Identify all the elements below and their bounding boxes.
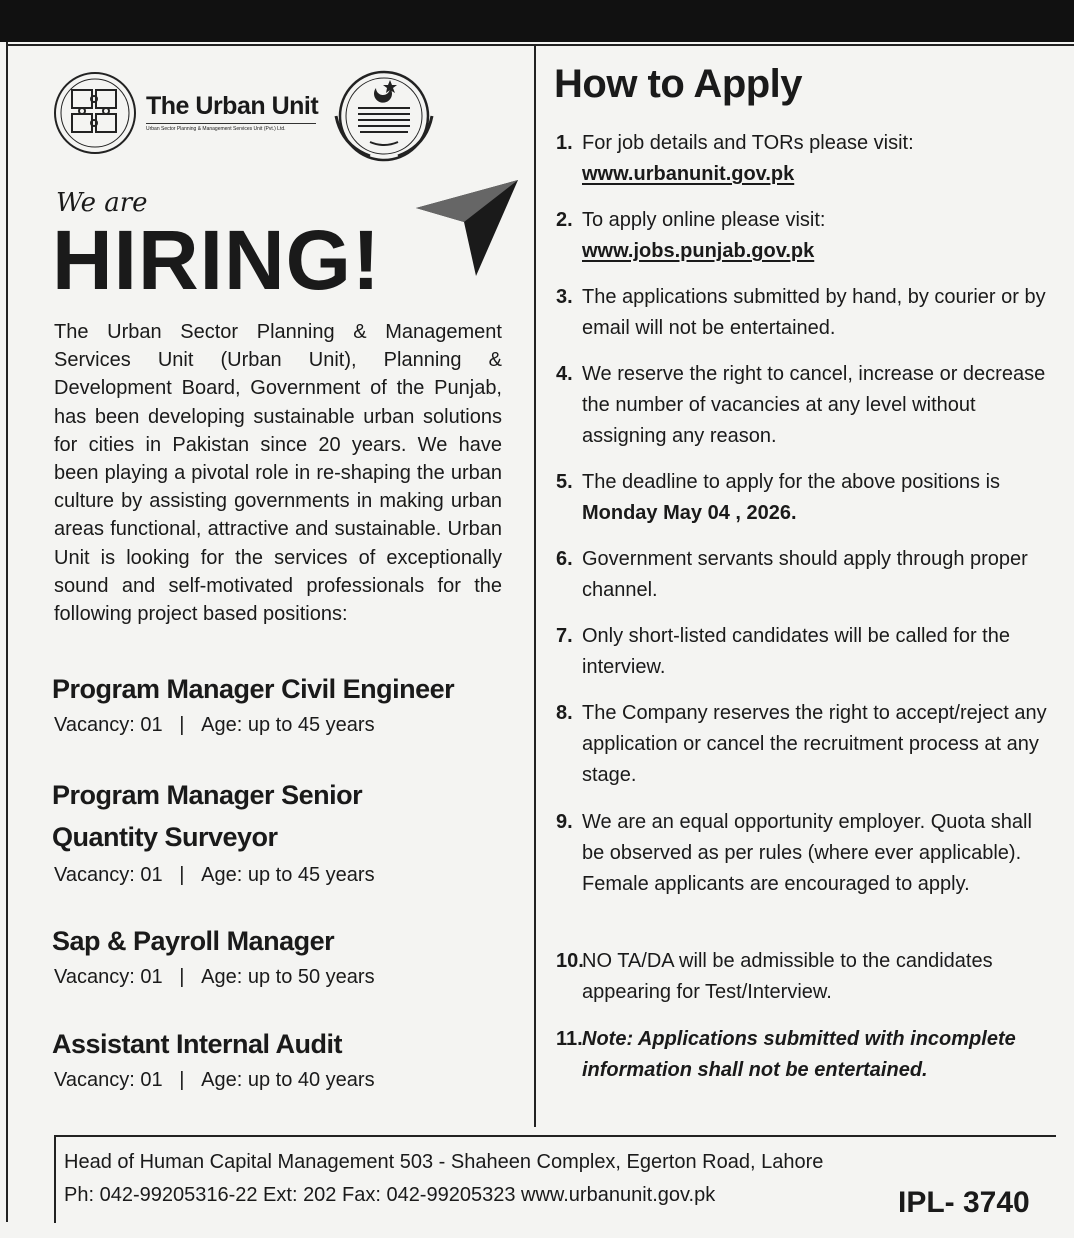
item-number: 11.	[556, 1028, 583, 1050]
age-text: Age: up to 45 years	[201, 864, 375, 886]
logo-row	[50, 66, 530, 166]
item-number: 6.	[556, 548, 573, 570]
ipl-reference: IPL- 3740	[898, 1186, 1030, 1219]
item-text: For job details and TORs please visit:	[582, 132, 914, 154]
item-text: We are an equal opportunity employer. Quota shall be observed as per rules (where ever applicable). Female applicants are encouraged to apply.	[582, 811, 1032, 895]
item-number: 5.	[556, 471, 573, 493]
top-border-rule	[6, 44, 1074, 46]
intro-paragraph: The Urban Sector Planning & Management Services Unit (Urban Unit), Planning & Development Board, Government of the Punjab, has been developing sustainable urban solutions for cities in Pakistan since 20 years. We have been playing a pivotal role in re-shaping the urban culture by assisting governments in making urban areas functional, attractive and sustainable. Urban Unit is looking for the services of exceptionally sound and self-motivated professionals for the following project based positions:	[54, 321, 502, 626]
vacancy-text: Vacancy: 01	[54, 1069, 163, 1091]
position-meta-1	[54, 714, 375, 737]
item-text: Note: Applications submitted with incomplete information shall not be entertained.	[582, 1028, 1016, 1081]
position-meta-4	[54, 1069, 375, 1092]
urbanunit-link[interactable]: www.urbanunit.gov.pk	[582, 163, 795, 185]
we-are-script: We are	[56, 188, 148, 218]
item-text: The applications submitted by hand, by courier or by email will not be entertained.	[582, 286, 1046, 339]
item-text: The deadline to apply for the above positions is	[582, 471, 1001, 493]
footer-address: Head of Human Capital Management 503 - Shaheen Complex, Egerton Road, Lahore	[64, 1151, 824, 1173]
jobs-punjab-link[interactable]: www.jobs.punjab.gov.pk	[582, 240, 815, 262]
age-text: Age: up to 40 years	[201, 1069, 375, 1091]
vacancy-text: Vacancy: 01	[54, 966, 163, 988]
org-name: The Urban Unit	[146, 92, 319, 120]
position-title-2-line2: Quantity Surveyor	[52, 822, 278, 852]
item-text: Only short-listed candidates will be called for the interview.	[582, 625, 1010, 678]
item-text: To apply online please visit:	[582, 209, 826, 231]
deadline-date: Monday May 04 , 2026.	[582, 502, 797, 524]
position-title-2: Program Manager Senior	[52, 780, 363, 810]
position-title-3: Sap & Payroll Manager	[52, 926, 335, 956]
position-title-1: Program Manager Civil Engineer	[52, 674, 455, 704]
footer-left-rule	[54, 1135, 56, 1223]
vacancy-text: Vacancy: 01	[54, 864, 163, 886]
item-text: We reserve the right to cancel, increase or decrease the number of vacancies at any level without assigning any reason.	[582, 363, 1046, 447]
meta-separator: |	[179, 714, 185, 736]
item-number: 8.	[556, 702, 573, 724]
item-number: 3.	[556, 286, 573, 308]
footer-top-rule	[54, 1135, 1056, 1137]
age-text: Age: up to 45 years	[201, 714, 375, 736]
age-text: Age: up to 50 years	[201, 966, 375, 988]
item-text: Government servants should apply through proper channel.	[582, 548, 1028, 601]
top-dark-band	[0, 0, 1074, 42]
footer-contact: Ph: 042-99205316-22 Ext: 202 Fax: 042-99205323 www.urbanunit.gov.pk	[64, 1184, 716, 1206]
org-name-underline	[146, 123, 316, 124]
item-number: 2.	[556, 209, 573, 231]
meta-separator: |	[179, 1069, 185, 1091]
org-subtitle: Urban Sector Planning & Management Services Unit (Pvt.) Ltd.	[146, 126, 286, 132]
hiring-heading: HIRING!	[52, 213, 381, 307]
item-number: 7.	[556, 625, 573, 647]
item-number: 1.	[556, 132, 573, 154]
how-to-apply-heading: How to Apply	[554, 62, 803, 106]
position-meta-2	[54, 864, 375, 887]
position-meta-3	[54, 966, 375, 989]
meta-separator: |	[179, 966, 185, 988]
item-number: 10.	[556, 950, 584, 972]
item-number: 9.	[556, 811, 573, 833]
meta-separator: |	[179, 864, 185, 886]
paper-plane-arrow-icon	[412, 178, 522, 278]
item-text: NO TA/DA will be admissible to the candidates appearing for Test/Interview.	[582, 950, 993, 1003]
left-border-rule	[6, 42, 8, 1222]
item-number: 4.	[556, 363, 573, 385]
government-punjab-seal	[328, 66, 440, 166]
column-divider	[534, 44, 536, 1127]
position-title-4: Assistant Internal Audit	[52, 1029, 343, 1059]
urban-unit-puzzle-logo	[50, 70, 140, 156]
item-text: The Company reserves the right to accept/reject any application or cancel the recruitment process at any stage.	[582, 702, 1047, 786]
vacancy-text: Vacancy: 01	[54, 714, 163, 736]
